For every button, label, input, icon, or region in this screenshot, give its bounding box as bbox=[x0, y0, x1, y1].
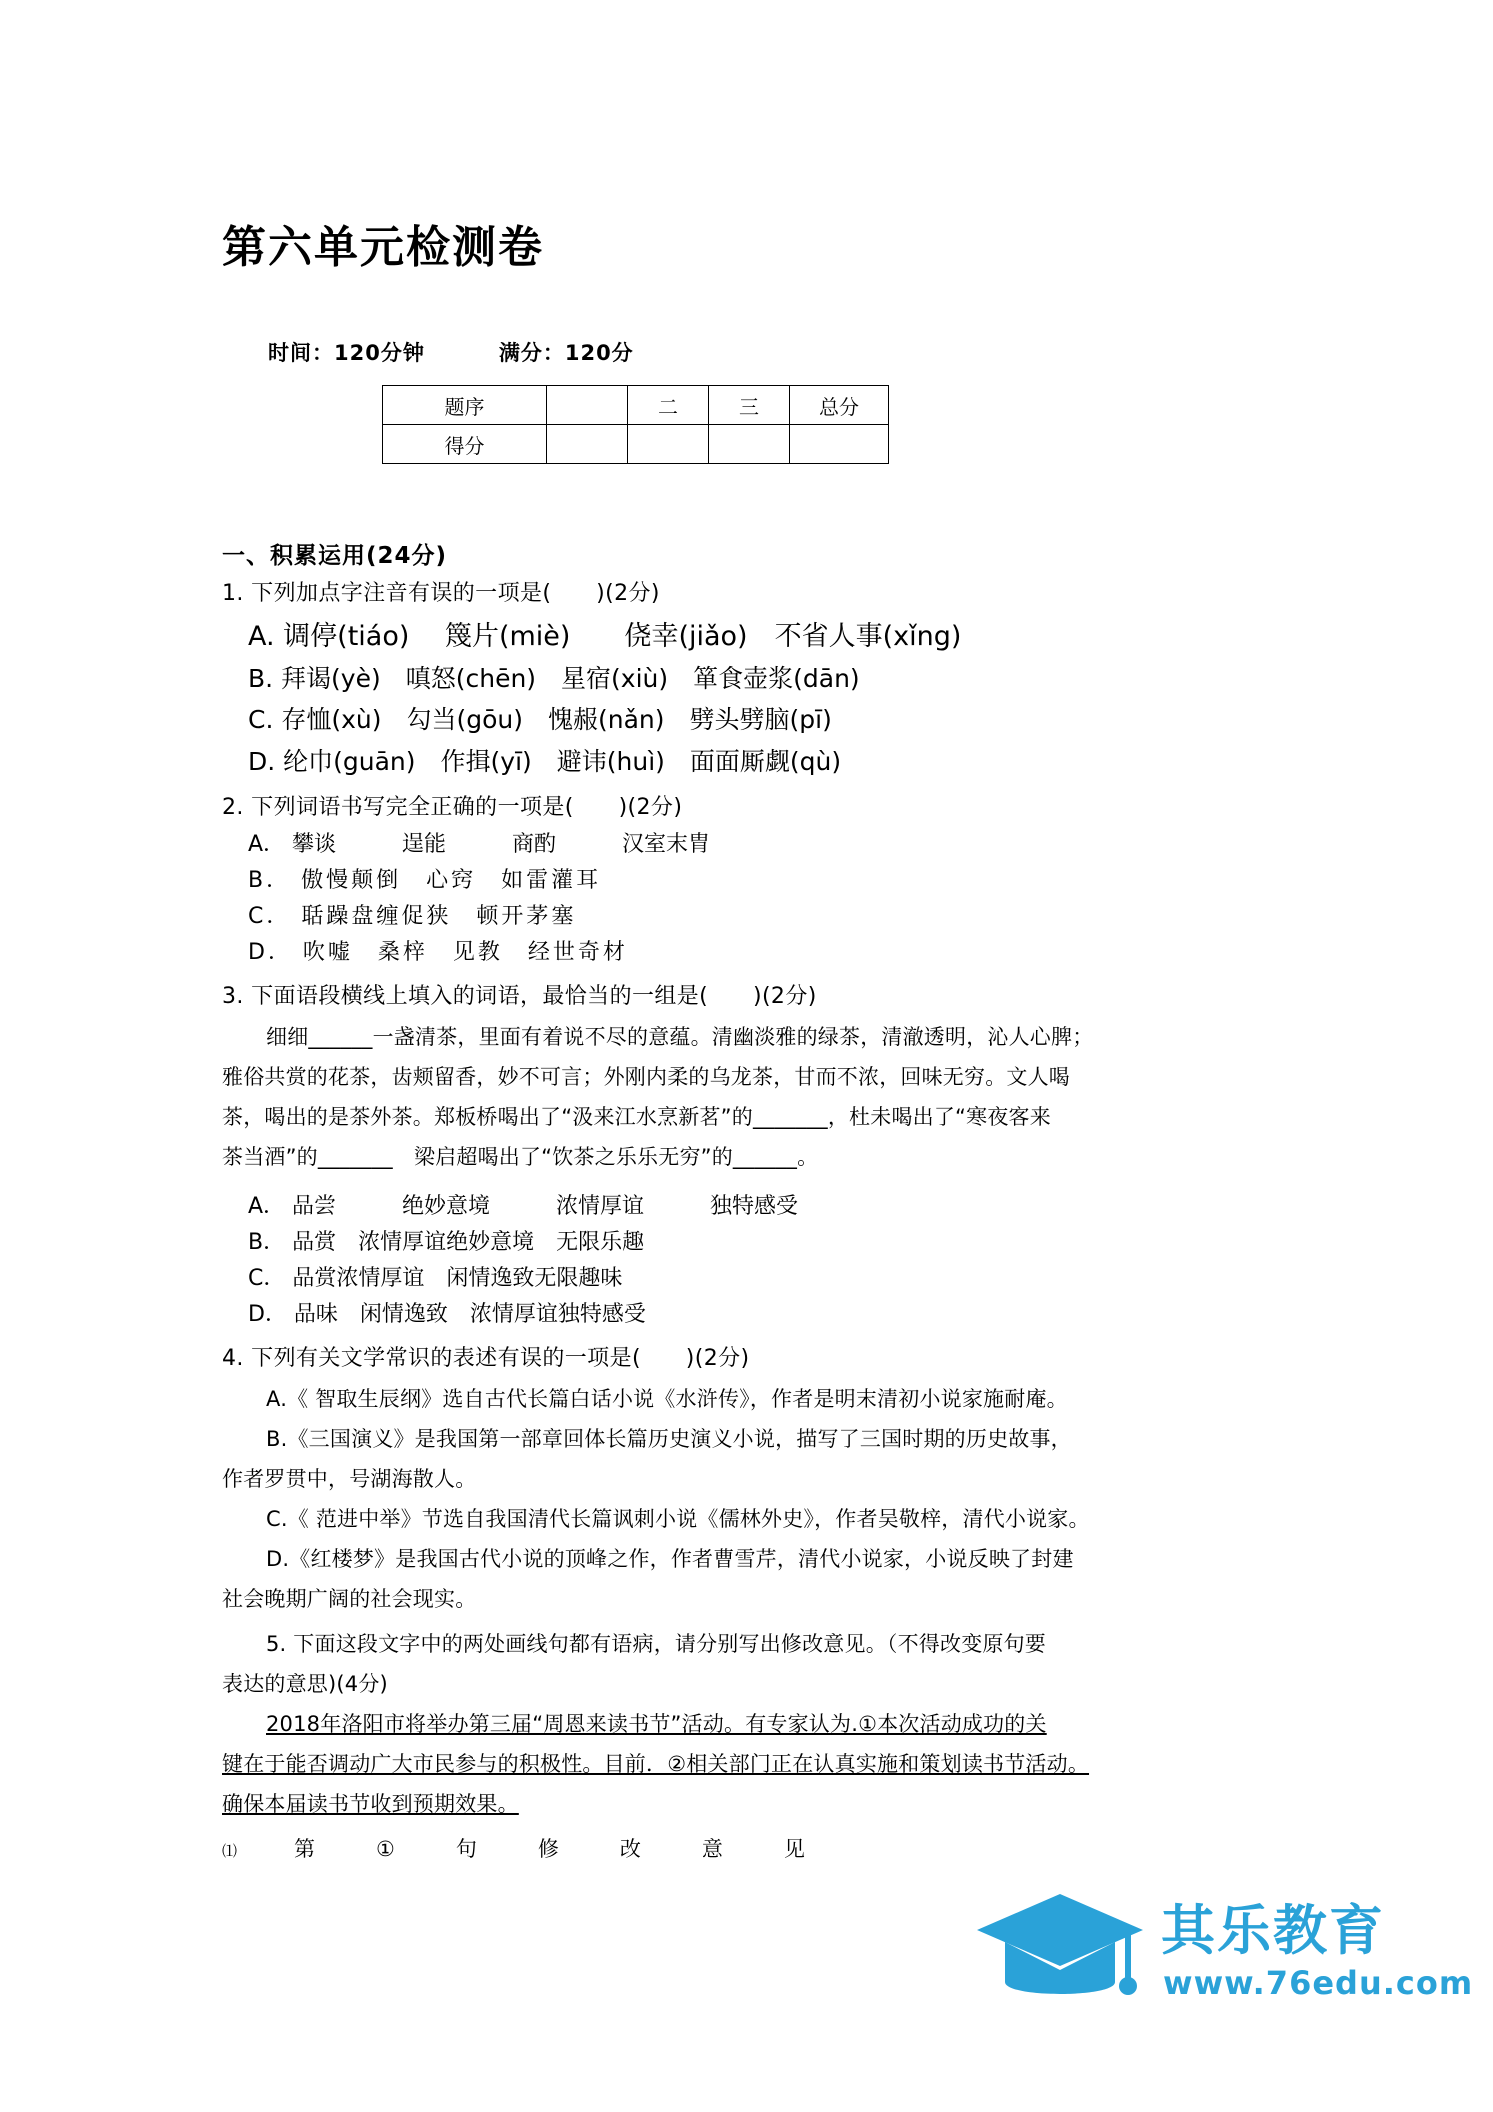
score-cell-1-0: 得分 bbox=[383, 425, 547, 464]
question-1-option-d: D. 纶巾(guān) 作揖(yī) 避讳(huì) 面面厮觑(qù) bbox=[248, 746, 842, 776]
answer-word-5: 改 bbox=[619, 1837, 642, 1862]
question-5-stem-line-1: 5. 下面这段文字中的两处画线句都有语病，请分别写出修改意见。（不得改变原句要 bbox=[266, 1632, 1047, 1657]
table-row bbox=[383, 425, 889, 464]
question-2-option-d: D． 吹嘘 桑梓 见教 经世奇材 bbox=[248, 939, 628, 965]
question-1-stem: 1. 下列加点字注音有误的一项是( )(2分) bbox=[222, 580, 660, 606]
question-3-passage-line-3: 茶，喝出的是茶外茶。郑板桥喝出了“汲来江水烹新茗”的_______，杜未喝出了“寒夜客来 bbox=[222, 1105, 1051, 1129]
score-cell-1-4 bbox=[790, 425, 889, 464]
graduation-cap-icon bbox=[975, 1886, 1145, 2006]
question-4-option-d-cont: 社会晚期广阔的社会现实。 bbox=[222, 1587, 477, 1612]
score-cell-0-4: 总分 bbox=[790, 386, 889, 425]
question-5-body-line-2: 键在于能否调动广大市民参与的积极性。目前．②相关部门正在认真实施和策划读书节活动。 bbox=[222, 1752, 1090, 1777]
answer-marker: ⑴ bbox=[222, 1842, 239, 1861]
exam-meta bbox=[222, 337, 1282, 367]
question-4-option-c: C.《 范进中举》节选自我国清代长篇讽刺小说《儒林外史》，作者吴敬梓，清代小说家。 bbox=[266, 1507, 1090, 1532]
question-2-stem: 2. 下列词语书写完全正确的一项是( )(2分) bbox=[222, 794, 683, 820]
question-1-option-c: C. 存恤(xù) 勾当(gōu) 愧赧(nǎn) 劈头劈脑(pī) bbox=[248, 705, 832, 735]
question-3-option-b: B． 品赏 浓情厚谊绝妙意境 无限乐趣 bbox=[248, 1230, 645, 1256]
answer-word-6: 意 bbox=[701, 1837, 724, 1862]
answer-word-1: 第 bbox=[294, 1837, 317, 1862]
question-3-passage-line-1: 细细______一盏清茶，里面有着说不尽的意蕴。清幽淡雅的绿茶，清澈透明，沁人心脾； bbox=[266, 1024, 1094, 1049]
question-4-option-a: A.《 智取生辰纲》选自古代长篇白话小说《水浒传》，作者是明末清初小说家施耐庵。 bbox=[266, 1387, 1068, 1412]
question-3-passage-line-2: 雅俗共赏的花茶，齿颊留香，妙不可言；外刚内柔的乌龙茶，甘而不浓，回味无穷。文人喝 bbox=[222, 1064, 1070, 1089]
question-3-option-d: D． 品味 闲情逸致 浓情厚谊独特感受 bbox=[248, 1302, 646, 1328]
question-1-option-b: B. 拜谒(yè) 嗔怒(chēn) 星宿(xiù) 箪食壶浆(dān) bbox=[248, 664, 860, 694]
question-3-stem: 3. 下面语段横线上填入的词语，最恰当的一组是( )(2分) bbox=[222, 983, 817, 1009]
answer-word-7: 见 bbox=[783, 1837, 806, 1862]
site-logo bbox=[975, 1878, 1474, 2028]
score-cell-0-1 bbox=[547, 386, 628, 425]
question-5-stem-line-2: 表达的意思)(4分) bbox=[222, 1672, 388, 1697]
question-3-passage-line-4: 茶当酒”的_______ 梁启超喝出了“饮茶之乐乐无穷”的______。 bbox=[222, 1145, 819, 1170]
question-4-option-d: D.《红楼梦》是我国古代小说的顶峰之作，作者曹雪芹，清代小说家，小说反映了封建 bbox=[266, 1547, 1074, 1572]
question-4-stem: 4. 下列有关文学常识的表述有误的一项是( )(2分) bbox=[222, 1346, 750, 1372]
score-cell-1-1 bbox=[547, 425, 628, 464]
document-content bbox=[222, 0, 1282, 1863]
question-2-option-c: C． 聒躁盘缠促狭 顿开茅塞 bbox=[248, 903, 577, 929]
question-1-option-a: A. 调停(tiáo) 篾片(miè) 侥幸(jiǎo) 不省人事(xǐng) bbox=[248, 620, 962, 652]
question-5-body-line-3: 确保本届读书节收到预期效果。 bbox=[222, 1792, 519, 1817]
answer-word-3: 句 bbox=[455, 1837, 478, 1862]
question-2-option-a: A． 攀谈 逞能 商酌 汉室末胄 bbox=[248, 831, 711, 857]
score-table bbox=[382, 385, 889, 464]
page-title: 第六单元检测卷 bbox=[222, 222, 544, 273]
question-2-option-b: B． 傲慢颠倒 心窍 如雷灌耳 bbox=[248, 867, 602, 893]
answer-word-2: ① bbox=[376, 1837, 396, 1862]
exam-time: 时间：120分钟 bbox=[268, 340, 425, 365]
question-5-body-line-1: 2018年洛阳市将举办第三届“周恩来读书节”活动。有专家认为.①本次活动成功的关 bbox=[266, 1712, 1047, 1737]
score-cell-0-3: 三 bbox=[709, 386, 790, 425]
exam-full-score: 满分：120分 bbox=[498, 340, 634, 365]
logo-name: 其乐教育 bbox=[1161, 1899, 1385, 1962]
score-cell-1-2 bbox=[628, 425, 709, 464]
score-cell-0-2: 二 bbox=[628, 386, 709, 425]
score-cell-0-0: 题序 bbox=[383, 386, 547, 425]
question-3-option-a: A． 品尝 绝妙意境 浓情厚谊 独特感受 bbox=[248, 1194, 799, 1220]
question-5-answer-line bbox=[222, 1833, 1282, 1863]
answer-word-4: 修 bbox=[537, 1837, 560, 1862]
question-3-option-c: C． 品赏浓情厚谊 闲情逸致无限趣味 bbox=[248, 1266, 623, 1292]
table-row bbox=[383, 386, 889, 425]
question-4-option-b-cont: 作者罗贯中，号湖海散人。 bbox=[222, 1467, 477, 1492]
logo-url: www.76edu.com bbox=[1163, 1964, 1474, 2002]
score-cell-1-3 bbox=[709, 425, 790, 464]
question-4-option-b: B.《三国演义》是我国第一部章回体长篇历史演义小说，描写了三国时期的历史故事， bbox=[266, 1427, 1072, 1452]
section-heading-1: 一、积累运用(24分) bbox=[222, 542, 448, 569]
